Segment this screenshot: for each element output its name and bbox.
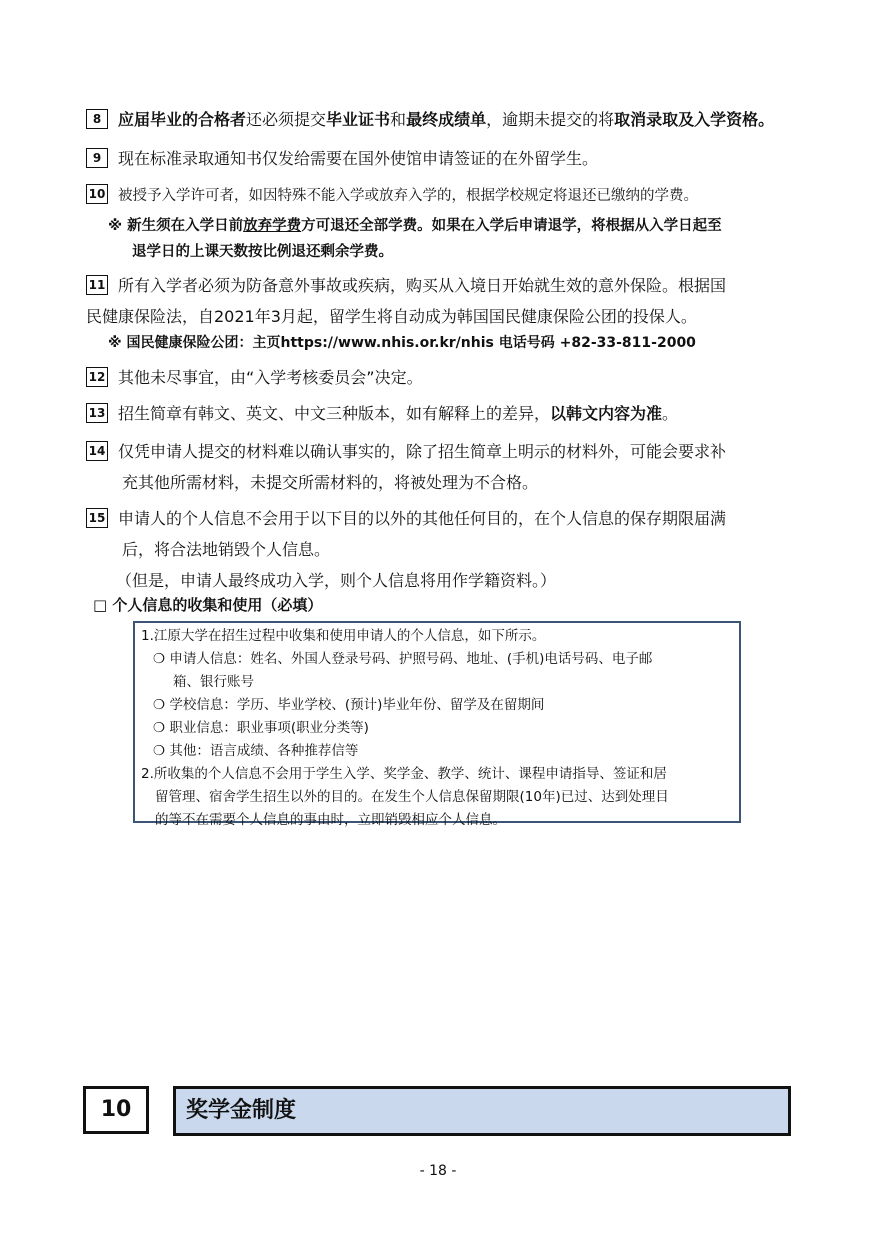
privacy-heading: □ 个人信息的收集和使用（必填） xyxy=(93,596,323,614)
item-number: 13 xyxy=(86,403,108,423)
item-8: 8 应届毕业的合格者还必须提交毕业证书和最终成绩单，逾期未提交的将取消录取及入学资格。 xyxy=(86,104,802,135)
item-number: 12 xyxy=(86,367,108,387)
item-14: 14 仅凭申请人提交的材料难以确认事实的，除了招生简章上明示的材料外，可能会要求补 充其他所需材料，未提交所需材料的，将被处理为不合格。 xyxy=(86,436,802,498)
item-number: 9 xyxy=(86,148,108,168)
privacy-bullet: ❍ 职业信息：职业事项(职业分类等) xyxy=(153,720,369,736)
privacy-p2-cont: 留管理、宿舍学生招生以外的目的。在发生个人信息保留期限(10年)已过、达到处理目 xyxy=(155,789,669,805)
privacy-bullet: ❍ 申请人信息：姓名、外国人登录号码、护照号码、地址、(手机)电话号码、电子邮 xyxy=(153,651,653,667)
item-15: 15 申请人的个人信息不会用于以下目的以外的其他任何目的，在个人信息的保存期限届满 后，将合法地销毁个人信息。 （但是，申请人最终成功入学，则个人信息将用作学籍资料。） xyxy=(86,503,802,596)
page-number: - 18 - xyxy=(419,1163,457,1179)
privacy-bullet: ❍ 其他：语言成绩、各种推荐信等 xyxy=(153,743,359,759)
privacy-p2-cont: 的等不在需要个人信息的事由时，立即销毁相应个人信息。 xyxy=(155,812,506,828)
section-number: 10 xyxy=(83,1086,149,1134)
item-10: 10 被授予入学许可者，如因特殊不能入学或放弃入学的，根据学校规定将退还已缴纳的学费。 xyxy=(86,181,802,212)
item-13: 13 招生简章有韩文、英文、中文三种版本，如有解释上的差异，以韩文内容为准。 xyxy=(86,398,802,429)
item-number: 8 xyxy=(86,109,108,129)
item-number: 15 xyxy=(86,508,108,528)
item-number: 14 xyxy=(86,441,108,461)
section-title: 奖学金制度 xyxy=(173,1086,791,1136)
item-number: 10 xyxy=(86,184,108,204)
item-9: 9 现在标准录取通知书仅发给需要在国外使馆申请签证的在外留学生。 xyxy=(86,143,802,174)
privacy-p2: 2.所收集的个人信息不会用于学生入学、奖学金、教学、统计、课程申请指导、签证和居 xyxy=(141,766,667,782)
privacy-bullet: ❍ 学校信息：学历、毕业学校、(预计)毕业年份、留学及在留期间 xyxy=(153,697,545,713)
item-11: 11 所有入学者必须为防备意外事故或疾病，购买从入境日开始就生效的意外保险。根据国 民健康保险法，自2021年3月起，留学生将自动成为韩国国民健康保险公团的投保人。 xyxy=(86,276,727,326)
privacy-bullet-cont: 箱、银行账号 xyxy=(173,674,254,690)
privacy-p1: 1.江原大学在招生过程中收集和使用申请人的个人信息，如下所示。 xyxy=(141,628,546,644)
item-11-note: ※ 国民健康保险公团：主页https://www.nhis.or.kr/nhis 电话号码 +82-33-811-2000 xyxy=(108,335,696,351)
item-10-note: ※ 新生须在入学日前放弃学费方可退还全部学费。如果在入学后申请退学，将根据从入学日起至 退学日的上课天数按比例退还剩余学费。 xyxy=(108,218,722,260)
item-number: 11 xyxy=(86,275,108,295)
item-12: 12 其他未尽事宜，由“入学考核委员会”决定。 xyxy=(86,362,802,393)
privacy-box xyxy=(133,621,741,828)
